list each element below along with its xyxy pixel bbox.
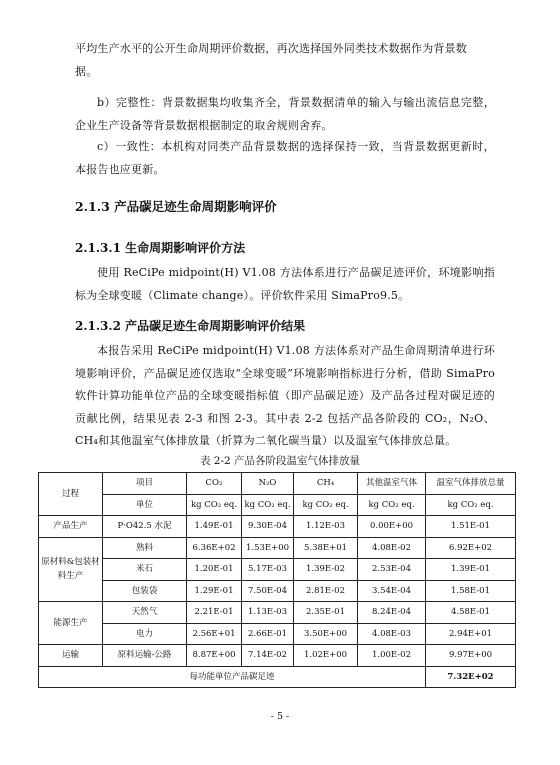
header-process: 过程 <box>39 473 103 516</box>
unit-label: 单位 <box>103 494 187 516</box>
unit-value: kg CO₂ eq. <box>426 494 516 516</box>
unit-value: kg CO₂ eq. <box>242 494 294 516</box>
table-row <box>39 580 516 602</box>
n2o-cell: 7.14E-02 <box>242 645 294 667</box>
header-n2o: N₂O <box>242 473 294 495</box>
n2o-cell: 5.17E-03 <box>242 559 294 581</box>
total-cell: 1.51E-01 <box>426 516 516 538</box>
total-cell: 9.97E+00 <box>426 645 516 667</box>
process-cell: 产品生产 <box>39 516 103 538</box>
table-row <box>39 559 516 581</box>
item-cell: 原料运输-公路 <box>103 645 187 667</box>
ch4-cell: 2.35E-01 <box>294 602 358 624</box>
paragraph-consistency: c）一致性：本机构对同类产品背景数据的选择保持一致，当背景数据更新时，本报告也应更新。 <box>75 140 495 176</box>
ch4-cell: 1.39E-02 <box>294 559 358 581</box>
table-row <box>39 623 516 645</box>
other-cell: 3.54E-04 <box>358 580 426 602</box>
process-cell: 能源生产 <box>39 602 103 645</box>
other-cell: 2.53E-04 <box>358 559 426 581</box>
unit-value: kg CO₂ eq. <box>358 494 426 516</box>
n2o-cell: 1.53E+00 <box>242 537 294 559</box>
total-cell: 1.39E-01 <box>426 559 516 581</box>
ch4-cell: 1.12E-03 <box>294 516 358 538</box>
table-header-row <box>39 473 516 495</box>
other-cell: 0.00E+00 <box>358 516 426 538</box>
n2o-cell: 7.50E-04 <box>242 580 294 602</box>
header-other-ghg: 其他温室气体 <box>358 473 426 495</box>
co2-cell: 1.20E-01 <box>187 559 242 581</box>
ch4-cell: 1.02E+00 <box>294 645 358 667</box>
co2-cell: 2.56E+01 <box>187 623 242 645</box>
total-cell: 4.58E-01 <box>426 602 516 624</box>
ch4-cell: 5.38E+01 <box>294 537 358 559</box>
co2-cell: 1.29E-01 <box>187 580 242 602</box>
other-cell: 4.08E-03 <box>358 623 426 645</box>
other-cell: 8.24E-04 <box>358 602 426 624</box>
section-heading-2-1-3-1: 2.1.3.1 生命周期影响评价方法 <box>75 241 246 255</box>
co2-cell: 2.21E-01 <box>187 602 242 624</box>
table-footer-row <box>39 666 516 688</box>
n2o-cell: 9.30E-04 <box>242 516 294 538</box>
unit-value: kg CO₂ eq. <box>187 494 242 516</box>
total-cell: 2.94E+01 <box>426 623 516 645</box>
section-heading-2-1-3-2: 2.1.3.2 产品碳足迹生命周期影响评价结果 <box>75 319 306 333</box>
table-row <box>39 645 516 667</box>
header-ch4: CH₄ <box>294 473 358 495</box>
process-cell: 原材料&包装材料生产 <box>39 537 103 602</box>
header-item: 项目 <box>103 473 187 495</box>
co2-cell: 8.87E+00 <box>187 645 242 667</box>
other-cell: 1.00E-02 <box>358 645 426 667</box>
co2-cell: 1.49E-01 <box>187 516 242 538</box>
total-cell: 1.58E-01 <box>426 580 516 602</box>
unit-value: kg CO₂ eq. <box>294 494 358 516</box>
item-cell: 天然气 <box>103 602 187 624</box>
item-cell: 包装袋 <box>103 580 187 602</box>
table-caption: 表 2-2 产品各阶段温室气体排放量 <box>199 455 361 467</box>
table-row <box>39 537 516 559</box>
total-cell: 6.92E+02 <box>426 537 516 559</box>
paragraph-line: 据。 <box>75 65 98 78</box>
header-co2: CO₂ <box>187 473 242 495</box>
ch4-cell: 3.50E+00 <box>294 623 358 645</box>
section-heading-2-1-3: 2.1.3 产品碳足迹生命周期影响评价 <box>75 199 277 214</box>
paragraph-results: 本报告采用 ReCiPe midpoint(H) V1.08 方法体系对产品生命周期清单进行环境影响评价，产品碳足迹仅选取“全球变暖”环境影响指标进行分析，借助 SimaPro 软件计算功能单位产品的全球变暖指标值（即产品碳足迹）及产品各过程对碳足迹的贡献比例，结果见表 2-3 和图 2-3。其中表 2-2 包括产品各阶段的 CO₂，N₂O、CH₄和其他温室气体排放量（折算为二氧化碳当量）以及温室气体排放总量。 <box>75 344 495 447</box>
paragraph-line: 平均生产水平的公开生命周期评价数据，再次选择国外同类技术数据作为背景数 <box>75 42 467 55</box>
paragraph-completeness: b）完整性：背景数据集均收集齐全，背景数据清单的输入与输出流信息完整，企业生产设备等背景数据根据制定的取舍规则舍弃。 <box>75 96 495 132</box>
item-cell: 米石 <box>103 559 187 581</box>
footer-total: 7.32E+02 <box>426 666 516 688</box>
item-cell: P·O42.5 水泥 <box>103 516 187 538</box>
ch4-cell: 2.81E-02 <box>294 580 358 602</box>
n2o-cell: 1.13E-03 <box>242 602 294 624</box>
table-row <box>39 516 516 538</box>
table-row <box>39 602 516 624</box>
page-number: - 5 - <box>270 711 290 722</box>
table-unit-row <box>39 494 516 516</box>
emissions-table <box>38 472 516 688</box>
footer-label: 每功能单位产品碳足迹 <box>39 666 426 688</box>
process-cell: 运输 <box>39 645 103 667</box>
n2o-cell: 2.66E-01 <box>242 623 294 645</box>
header-total: 温室气体排放总量 <box>426 473 516 495</box>
item-cell: 熟料 <box>103 537 187 559</box>
paragraph-method: 使用 ReCiPe midpoint(H) V1.08 方法体系进行产品碳足迹评价，环境影响指标为全球变暖（Climate change）。评价软件采用 SimaPro9.5。 <box>75 266 495 302</box>
other-cell: 4.08E-02 <box>358 537 426 559</box>
item-cell: 电力 <box>103 623 187 645</box>
co2-cell: 6.36E+02 <box>187 537 242 559</box>
